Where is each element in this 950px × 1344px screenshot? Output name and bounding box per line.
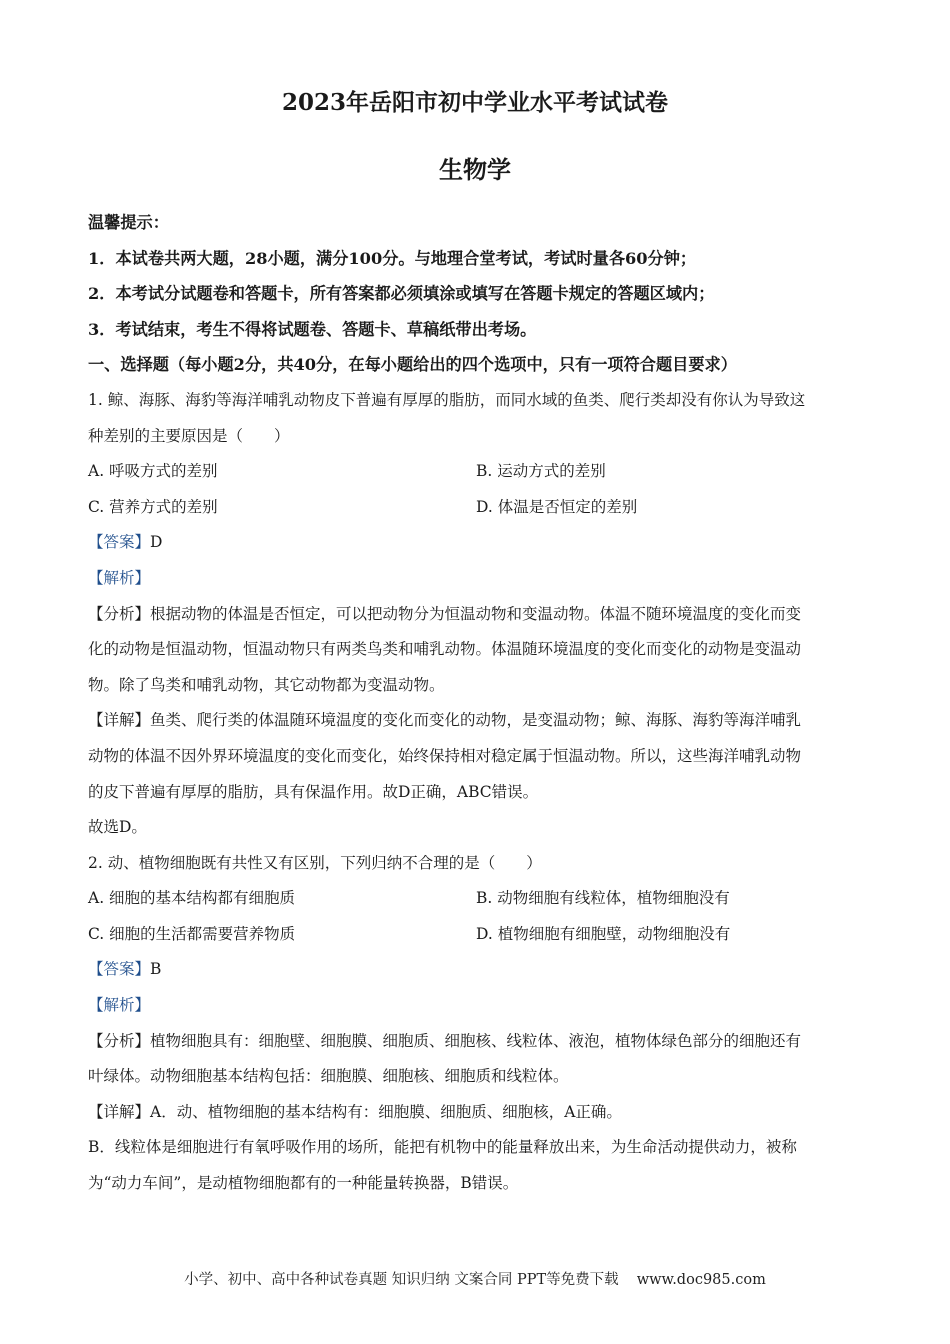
q2-xiangjie-line-1 (88, 1095, 863, 1131)
tip-2: 2．本考试分试题卷和答题卡，所有答案都必须填涂或填写在答题卡规定的答题区域内； (88, 284, 715, 304)
q1-answer-tag: 【答案】 (88, 533, 151, 552)
footer-text: 小学、初中、高中各种试卷真题 知识归纳 文案合同 PPT等免费下载 (184, 1272, 619, 1288)
q1-options-row-2 (88, 490, 863, 526)
q2-fenxi-text-1: 植物细胞具有：细胞壁、细胞膜、细胞质、细胞核、线粒体、液泡，植物体绿色部分的细胞还有 (150, 1031, 802, 1050)
q2-answer-value: B (150, 960, 162, 979)
q1-stem-line-1: 1. 鲸、海豚、海豹等海洋哺乳动物皮下普遍有厚厚的脂肪，而同水域的鱼类、爬行类却没有你认为导致这 (88, 390, 806, 409)
exam-title: 2023年岳阳市初中学业水平考试试卷 (281, 89, 668, 116)
q1-fenxi-tag: 【分析】 (88, 604, 151, 623)
q1-xiangjie-tag: 【详解】 (88, 711, 151, 730)
q1-fenxi-line-1 (88, 597, 863, 633)
q2-option-d: D. 植物细胞有细胞壁，动物细胞没有 (476, 924, 731, 943)
q2-analysis-tag: 【解析】 (88, 996, 151, 1015)
q2-xiangjie-tag: 【详解】 (88, 1102, 151, 1121)
q2-xiangjie-text-a: A．动、植物细胞的基本结构有：细胞膜、细胞质、细胞核，A正确。 (150, 1102, 622, 1121)
footer-url[interactable]: www.doc985.com (636, 1272, 766, 1288)
exam-content (88, 205, 863, 1202)
q1-xiangjie-line-3: 的皮下普遍有厚厚的脂肪，具有保温作用。故D正确，ABC错误。 (88, 782, 539, 801)
q2-fenxi-line-2: 叶绿体。动物细胞基本结构包括：细胞膜、细胞核、细胞质和线粒体。 (88, 1067, 569, 1086)
tip-3: 3．考试结束，考生不得将试题卷、答题卡、草稿纸带出考场。 (88, 319, 537, 339)
q1-conclusion: 故选D。 (88, 818, 147, 837)
q2-xiangjie-b-line-2: 为“动力车间”，是动植物细胞都有的一种能量转换器，B错误。 (88, 1174, 519, 1193)
page-footer (0, 1268, 950, 1289)
subject-title: 生物学 (439, 155, 511, 184)
q2-option-b: B. 动物细胞有线粒体，植物细胞没有 (476, 889, 730, 908)
q2-option-c: C. 细胞的生活都需要营养物质 (88, 924, 296, 943)
q2-xiangjie-b-line-1: B．线粒体是细胞进行有氧呼吸作用的场所，能把有机物中的能量释放出来，为生命活动提供动力，被称 (88, 1138, 797, 1157)
q2-answer-tag: 【答案】 (88, 960, 151, 979)
q1-option-c: C. 营养方式的差别 (88, 497, 218, 516)
q1-xiangjie-text-1: 鱼类、爬行类的体温随环境温度的变化而变化的动物，是变温动物；鲸、海豚、海豹等海洋哺乳 (150, 711, 802, 730)
q1-xiangjie-line-2: 动物的体温不因外界环境温度的变化而变化，始终保持相对稳定属于恒温动物。所以，这些海洋哺乳动物 (88, 746, 802, 765)
q2-fenxi-tag: 【分析】 (88, 1031, 151, 1050)
q1-option-d: D. 体温是否恒定的差别 (476, 497, 638, 516)
q1-answer (88, 525, 863, 561)
q2-options-row-2 (88, 917, 863, 953)
q1-stem-line-2: 种差别的主要原因是（ ） (88, 426, 290, 445)
q1-option-b: B. 运动方式的差别 (476, 462, 606, 481)
q1-answer-value: D (150, 533, 163, 552)
tips-header: 温馨提示： (88, 213, 169, 232)
q2-fenxi-line-1 (88, 1024, 863, 1060)
q2-stem: 2. 动、植物细胞既有共性又有区别，下列归纳不合理的是（ ） (88, 853, 542, 872)
tip-1: 1．本试卷共两大题，28小题，满分100分。与地理合堂考试，考试时量各60分钟； (88, 248, 697, 268)
q2-option-a: A. 细胞的基本结构都有细胞质 (88, 889, 296, 908)
q2-options-row-1 (88, 881, 863, 917)
section-heading: 一、选择题（每小题2分，共40分，在每小题给出的四个选项中，只有一项符合题目要求） (88, 355, 737, 375)
q1-fenxi-line-3: 物。除了鸟类和哺乳动物，其它动物都为变温动物。 (88, 675, 445, 694)
q1-fenxi-line-2: 化的动物是恒温动物，恒温动物只有两类鸟类和哺乳动物。体温随环境温度的变化而变化的动物是变温动 (88, 640, 802, 659)
q1-option-a: A. 呼吸方式的差别 (88, 462, 218, 481)
q1-options-row-1 (88, 454, 863, 490)
q2-answer (88, 952, 863, 988)
q1-xiangjie-line-1 (88, 703, 863, 739)
q1-analysis-tag: 【解析】 (88, 568, 151, 587)
q1-fenxi-text-1: 根据动物的体温是否恒定，可以把动物分为恒温动物和变温动物。体温不随环境温度的变化而变 (150, 604, 802, 623)
